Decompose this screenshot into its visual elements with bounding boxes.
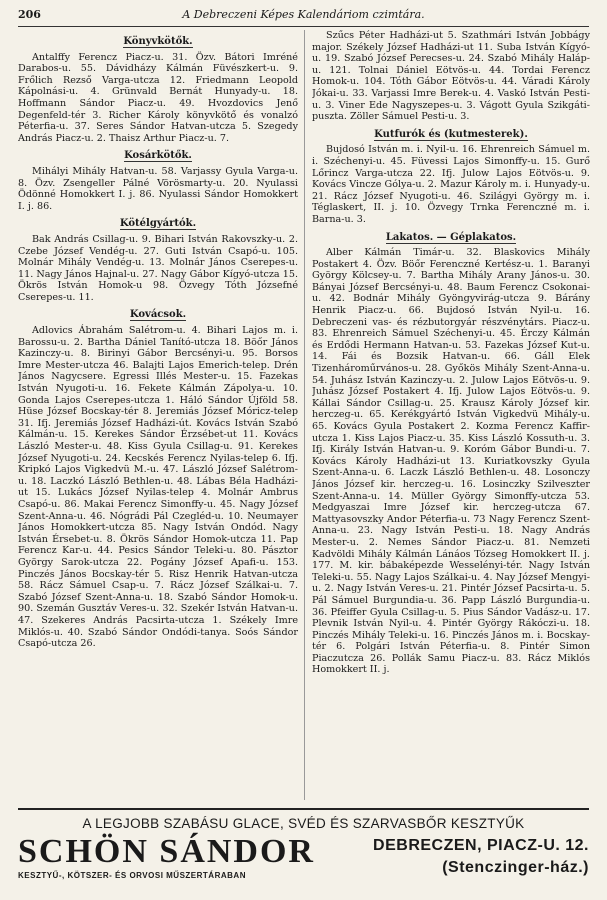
ad-city: DEBRECZEN, PIACZ-U. 12. — [373, 837, 589, 854]
left-column — [18, 30, 298, 800]
ad-subline: KESZTYŰ-, KÖTSZER- ÉS ORVOSI MŰSZERTÁRABAN — [18, 871, 246, 880]
running-title: A Debreczeni Képes Kalendáriom czimtára. — [182, 8, 425, 21]
section — [18, 309, 298, 649]
section — [18, 150, 298, 212]
section-heading: Lakatos. — Géplakatos. — [385, 231, 517, 243]
page-number: 206 — [18, 8, 41, 21]
continued-entries: Szűcs Péter Hadházi-ut 5. Szathmári István Jobbágy major. Székely József Hadházi-ut 11. Suba István Kígyó-u. 19. Szabó József Perecses-u. 24. Szabó Mihály Haláp-u. 121. Tolnai Dániel Eötvös-u. 44. Tordai Ferencz Homok-u. 104. Tóth Gábor Eötvös-u. 44. Váradi Károly Jókai-u. 33. Varjassi Imre Berek-u. 4. Vaskó István Pesti-u. 3. Viner Ede Nagyszepes-u. 3. Vágott Gyula Szikgáti-puszta. Zöller Sámuel Pesti-u. 3. — [312, 30, 590, 123]
section-heading: Kötélgyártók. — [119, 218, 197, 230]
section — [18, 36, 298, 144]
right-column — [312, 30, 590, 800]
section-heading: Könyvkötők. — [123, 36, 193, 47]
advertisement — [18, 808, 589, 894]
section-body: Adlovics Ábrahám Salétrom-u. 4. Bihari Lajos m. i. Barossu-u. 2. Bartha Dániel Tanító-utcza 18. Böőr János Kazinczy-u. 8. Birinyi Gábor Bercsényi-u. 95. Borsos Imre Mester-utcza 46. Balajti Lajos Emerich-telep. Drén János Nagycsere. Egressi Illés Mester-u. 15. Fazekas István Nyugoti-u. 16. Fekete Kálmán Zápolya-u. 10. Gonda Lajos Cserepes-utcza 1. Háló Sándor Újföld 58. Hüse József Bocskay-tér 8. Jeremiás József Móricz-telep 31. Ifj. Jeremiás József Hadházi-út. Kovács István Szabó Kálmán-u. 15. Kerekes Sándor Érzsébet-ut 11. Kovács László Mester-u. 48. Kiss Gyula Csillag-u. 91. Kerekes József Nyugoti-u. 24. Kecskés Ferencz Nyilas-telep 6. Ifj. Kripkó Lajos Vigkedvü M.-u. 47. László József Salétrom-u. 18. Laczkó László Bethlen-u. 48. Lábas Béla Hadházi-ut 15. Lukács József Nyilas-telep 4. Molnár Ambrus Csapó-u. 86. Makai Ferencz Simonffy-u. 45. Nagy József Szent-Anna-u. 46. Nógrádi Pál Czegléd-u. 10. Neumayer János Homokkert-utcza 85. Nagy István Ondód. Nagy István Érsebet-u. 8. Ökrös Sándor Homok-utcza 11. Pap Ferencz Kar-u. 44. Pesics Sándor Teleki-u. 80. Pásztor György Sarok-utcza 22. Pogány József Apafi-u. 153. Pinczés János Bocskay-tér 5. Risz Henrik Hatvan-utcza 58. Rácz Sámuel Csap-u. 7. Rácz József Szálkai-u. 7. Szabó József Szent-Anna-u. 18. Szabó Sándor Homok-u. 90. Szemán Gusztáv Veres-u. 32. Szekér István Hatvan-u. 47. Szekeres András Pacsirta-utcza 1. Székely Imre Miklós-u. 40. Szabó Sándor Ondódi-tanya. Soós Sándor Csapó-utcza 26. — [18, 325, 298, 650]
section-heading: Kutfurók és (kutmesterek). — [374, 128, 528, 140]
page-header — [18, 4, 589, 27]
section — [18, 218, 298, 303]
section-body: Alber Kálmán Timár-u. 32. Blaskovics Mihály Postakert 4. Özv. Böőr Ferenczné Kertész-u. 1. Baranyi György Kölcsey-u. 7. Bartha Mihály Arany János-u. 30. Bányai József Bercsényi-u. 48. Baum Ferencz Csokonai-u. 42. Bodnár Mihály Gyöngyvirág-utcza 9. Bárány Henrik Piacz-u. 66. Bujdosó István Nyil-u. 16. Debreczeni vas- és rézbutorgyár részvénytárs. Piacz-u. 83. Ehrenreich Sámuel Széchenyi-u. 45. Érczy Kálmán és Erdődi Hermann Hatvan-u. 53. Fazekas József Kut-u. 14. Fái és Bozsik Hatvan-u. 66. Gáll Elek Tizenhároműrvános-u. 28. Győkös Mihály Szent-Anna-u. 54. Juhász István Kazinczy-u. 2. Julow Lajos Eötvös-u. 9. Juhász József Postakert 4. Ifj. Julow Lajos Eötvös-u. 9. Kállai Sándor Csillag-u. 25. Krausz Károly József kir. herczeg-u. 65. Kerékgyártó István Vigkedvü Mihály-u. 65. Kovács Gyula Postakert 2. Kozma Ferencz Kaffir-utcza 1. Kiss Lajos Piacz-u. 35. Kiss László Kossuth-u. 3. Ifj. Király István Hatvan-u. 9. Koróm Gábor Bundi-u. 7. Kovács Károly Hadházi-ut 13. Kuriatkovszky Gyula Szent-Anna-u. 6. Laczk László Bethlen-u. 48. Losonczy János József kir. herczeg-u. 16. Losinczky Szilveszter Szent-Anna-u. 14. Müller György Simonffy-utcza 53. Medgyaszai Imre József kir. herczeg-utcza 67. Mattyasovszky Andor Péterfia-u. 73 Nagy Ferencz Szent-Anna-u. 23. Nagy István Pesti-u. 18. Nagy András Mester-u. 2. Nemes Sándor Piacz-u. 81. Nemzeti Kadvöldi Mihály Kálmán Lánáos Tózseg Homokkert II. j. 177. M. kir. bábaképezde Wesselényi-tér. Nagy István Teleki-u. 55. Nagy Lajos Szálkai-u. 4. Nay József Mengyi-u. 2. Nagy István Veres-u. 21. Pintér József Pacsirta-u. 5. Pál Sámuel Burgundia-u. 36. Papp László Burgundia-u. 36. Pfeiffer Gyula Csillag-u. 5. Pius Sándor Vadász-u. 17. Plevnik István Nyil-u. 4. Pintér György Rákóczi-u. 18. Pinczés Mihály Teleki-u. 16. Pinczés János m. i. Bocskay-tér 6. Polgári István Péterfia-u. 8. Pintér Simon Piaczutcza 26. Pollák Samu Piacz-u. 83. Rácz Miklós Homokkert II. j. — [312, 247, 590, 676]
section-body: Bak András Csillag-u. 9. Bihari István Rakovszky-u. 2. Czebe József Vendég-u. 27. Guti István Csapó-u. 105. Molnár Mihály Vendég-u. 13. Molnár János Cserepes-u. 11. Nagy János Hajnal-u. 27. Nagy Gábor Kígyó-utcza 15. Ökrös István Homok-u 98. Özvegy Tóth Józsefné Cserepes-u. 11. — [18, 233, 298, 303]
column-divider — [304, 30, 305, 800]
ad-headline: A LEGJOBB SZABÁSU GLACE, SVÉD ÉS SZARVASBŐR KESZTYŰK — [82, 816, 525, 831]
ad-address: (Stenczinger-ház.) — [442, 859, 589, 876]
section-body: Bujdosó István m. i. Nyil-u. 16. Ehrenreich Sámuel m. i. Széchenyi-u. 45. Füvessi Lajos Simonffy-u. 15. Gurő Lőrincz Varga-utcza 22. Ifj. Julow Lajos Eötvös-u. 9. Kovács Vincze Gólya-u. 2. Mazur Károly m. i. Hunyady-u. 21. Rácz József Nyugoti-u. 46. Szilágyi György m. i. Téglaskert, II. j. 10. Özvegy Trnka Ferenczné m. i. Barna-u. 3. — [312, 144, 590, 225]
ad-brand: SCHÖN SÁNDOR — [18, 833, 315, 870]
ad-details — [18, 835, 589, 883]
section-heading: Kovácsok. — [129, 309, 187, 321]
section-body: Mihályi Mihály Hatvan-u. 58. Varjassy Gyula Varga-u. 8. Özv. Zsengeller Pálné Vörösmarty-u. 20. Nyulassi Ödönné Homokkert I. j. 86. Nyulassi Sándor Homokkert I. j. 86. — [18, 165, 298, 212]
section — [312, 129, 590, 226]
section-body: Antalffy Ferencz Piacz-u. 31. Özv. Bátori Imréné Darabos-u. 55. Dávidházy Kálmán Füvészkert-u. 9. Frőlich Rezső Varga-utcza 12. Friedmann Leopold Kápolnási-u. 4. Grünvald Bernát Hunyady-u. 18. Hoffmann Sándor Piacz-u. 49. Hvozdovics Jenő Degenfeld-tér 3. Richer Károly könyvkötő és vonalzó Péterfia-u. 37. Seres Sándor Hatvan-utcza 5. Szegedy András Piacz-u. 2. Thaisz Arthur Piacz-u. 7. — [18, 51, 298, 144]
section-heading: Kosárkötők. — [124, 150, 192, 162]
section — [312, 232, 590, 677]
